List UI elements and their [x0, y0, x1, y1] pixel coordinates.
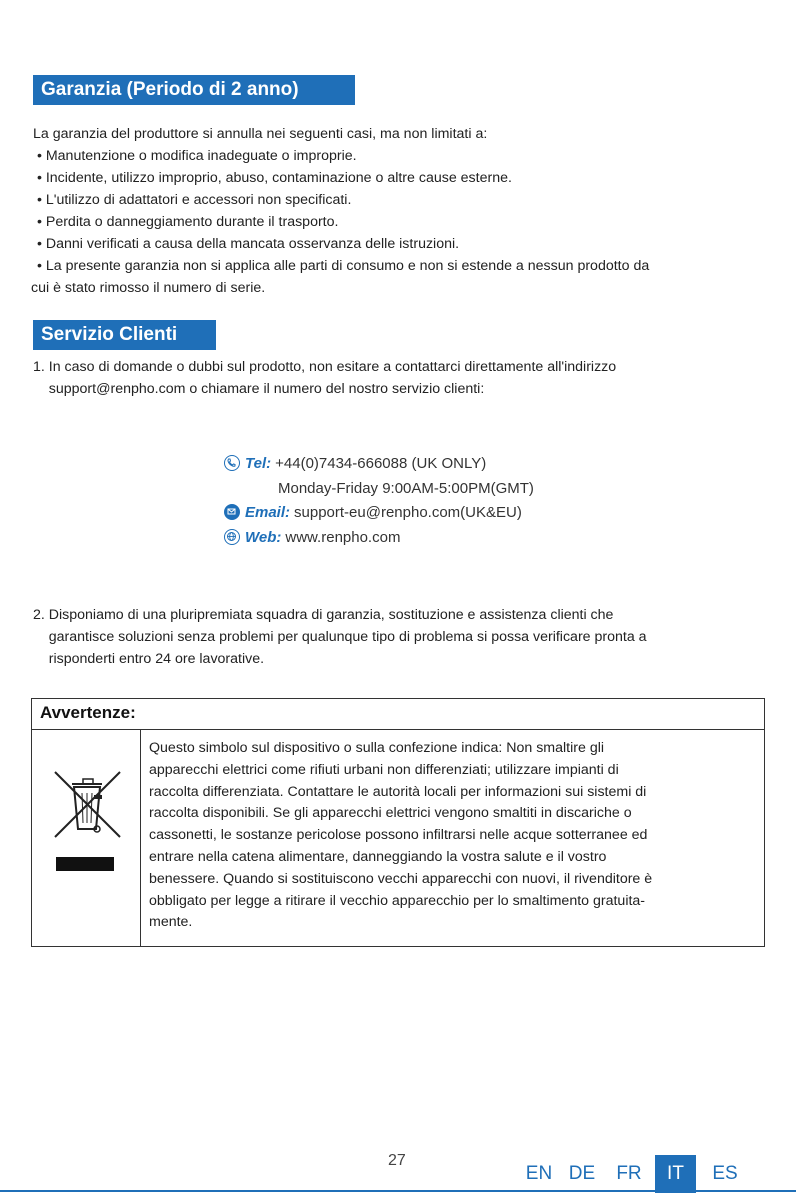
tab-language-fr[interactable]: FR: [616, 1163, 642, 1184]
warranty-last-line: cui è stato rimosso il numero di serie.: [31, 280, 266, 296]
service-p2-line: 2. Disponiamo di una pluripremiata squadra di garanzia, sostituzione e assistenza clienti che: [33, 607, 614, 623]
service-paragraph-1: [33, 356, 616, 400]
tel-label: Tel:: [245, 455, 272, 472]
web-label: Web:: [245, 529, 282, 546]
warning-line: apparecchi elettrici come rifiuti urbani non differenziati; utilizzare impianti di: [149, 761, 619, 778]
warning-title: Avvertenze:: [40, 703, 136, 722]
contact-tel: [224, 453, 486, 475]
email-value[interactable]: support-eu@renpho.com(UK&EU): [294, 504, 522, 521]
warning-line: cassonetti, le sostanze pericolose possono infiltrarsi nelle acque sotterranee ed: [149, 827, 648, 844]
weee-bin-icon: [50, 767, 124, 877]
service-p1-line: support@renpho.com o chiamare il numero del nostro servizio clienti:: [33, 381, 485, 397]
warranty-body: [33, 123, 649, 299]
list-item: • Manutenzione o modifica inadeguate o improprie.: [33, 148, 357, 164]
warning-line: mente.: [149, 914, 193, 931]
phone-icon: [224, 455, 240, 471]
service-p1-line: 1. In caso di domande o dubbi sul prodotto, non esitare a contattarci direttamente all'indirizzo: [33, 359, 617, 375]
warning-text: [149, 738, 652, 934]
tel-value[interactable]: +44(0)7434-666088 (UK ONLY): [275, 455, 487, 472]
tab-language-de[interactable]: DE: [568, 1163, 596, 1184]
contact-web: [224, 527, 400, 549]
list-item: • Incidente, utilizzo improprio, abuso, contaminazione o altre cause esterne.: [33, 170, 512, 186]
warning-line: Questo simbolo sul dispositivo o sulla confezione indica: Non smaltire gli: [149, 740, 605, 756]
page-number: 27: [388, 1152, 406, 1169]
contact-email: [224, 502, 522, 524]
contact-hours: Monday-Friday 9:00AM-5:00PM(GMT): [278, 480, 534, 497]
warning-box: [31, 698, 765, 947]
list-item: • L'utilizzo di adattatori e accessori non specificati.: [33, 192, 352, 208]
list-item: • Perdita o danneggiamento durante il trasporto.: [33, 214, 339, 230]
list-item: • Danni verificati a causa della mancata osservanza delle istruzioni.: [33, 236, 460, 252]
warning-line: obbligato per legge a ritirare il vecchio apparecchio per lo smaltimento gratuita-: [149, 892, 646, 909]
globe-icon: [224, 529, 240, 545]
service-paragraph-2: [33, 604, 647, 670]
email-label: Email:: [245, 504, 291, 521]
warranty-intro: La garanzia del produttore si annulla nei seguenti casi, ma non limitati a:: [33, 126, 488, 142]
tab-language-es[interactable]: ES: [712, 1163, 738, 1184]
list-item: • La presente garanzia non si applica alle parti di consumo e non si estende a nessun prodotto da: [33, 258, 650, 274]
warning-line: benessere. Quando si sostituiscono vecchi apparecchi con nuovi, il rivenditore è: [149, 870, 653, 887]
warning-line: entrare nella catena alimentare, danneggiando la vostra salute e il vostro: [149, 848, 607, 865]
warranty-heading: Garanzia (Periodo di 2 anno): [33, 75, 355, 105]
warning-line: raccolta disponibili. Se gli apparecchi elettrici vengono smaltiti in discariche o: [149, 805, 632, 822]
warning-line: raccolta differenziata. Contattare le autorità locali per informazioni sui sistemi di: [149, 783, 647, 800]
warning-divider: [140, 730, 141, 947]
mail-icon: [224, 504, 240, 520]
web-value[interactable]: www.renpho.com: [285, 529, 401, 546]
service-heading: Servizio Clienti: [33, 320, 216, 350]
warning-header: [32, 699, 764, 730]
service-p2-line: garantisce soluzioni senza problemi per qualunque tipo di problema si possa verificare pronta a: [33, 629, 647, 645]
service-p2-line: risponderti entro 24 ore lavorative.: [33, 651, 265, 667]
footer-rule: [0, 1190, 796, 1192]
tab-language-en[interactable]: EN: [525, 1163, 553, 1184]
tab-language-it[interactable]: IT: [655, 1155, 696, 1193]
